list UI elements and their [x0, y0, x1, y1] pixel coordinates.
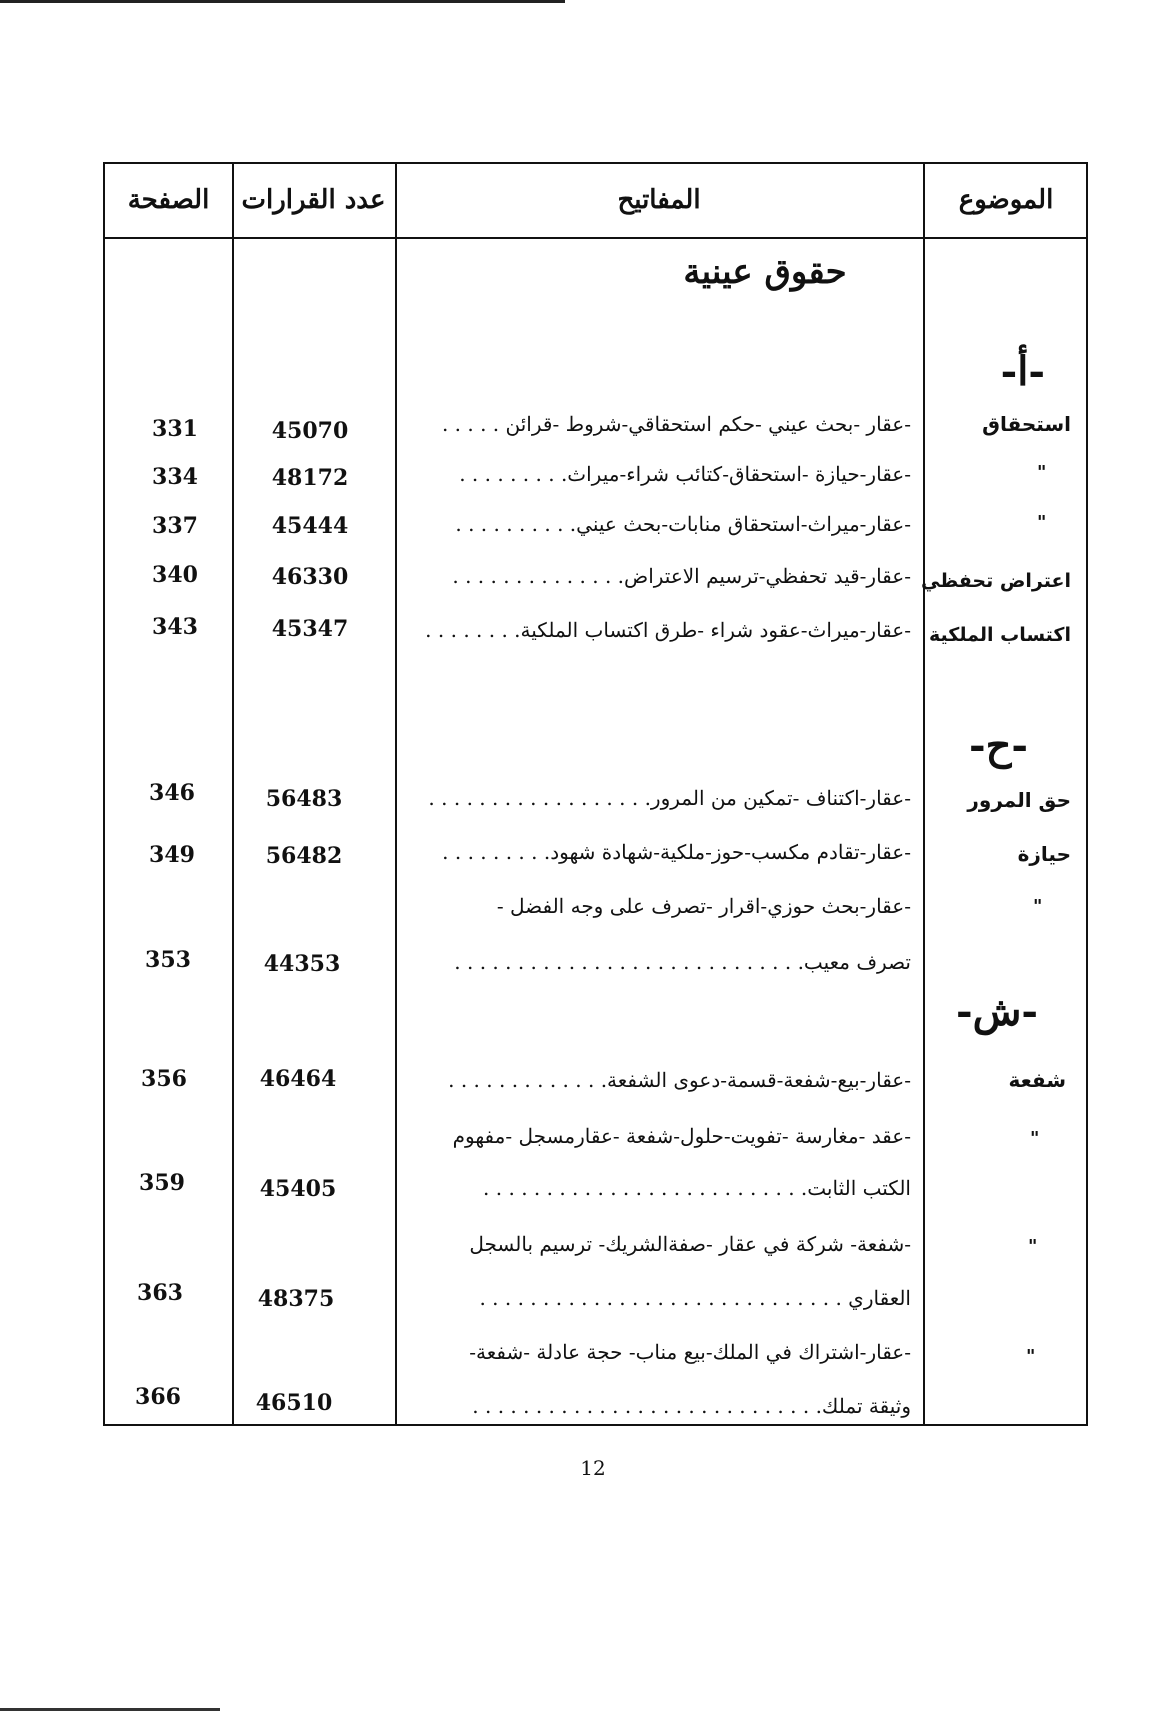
row-subject: استحقاق — [982, 412, 1071, 436]
row-keywords: -عقار -بحث عيني -حكم استحقاقي-شروط -قرائن . . . . . — [441, 412, 911, 436]
row-keywords: -عقار-قيد تحفظي-ترسيم الاعتراض. . . . . . . . . . . . . . — [452, 564, 911, 588]
row-decision-number: 46330 — [271, 564, 349, 590]
row-decision-number: 45347 — [271, 616, 349, 642]
row-subject-ditto: " — [1033, 896, 1043, 917]
row-keywords-line2: الكتب الثابت. . . . . . . . . . . . . . . . . . . . . . . . . . — [483, 1176, 911, 1200]
row-decision-number: 46464 — [259, 1066, 337, 1092]
row-decision-number: 56483 — [265, 786, 343, 812]
header-keywords: المفاتيح — [617, 184, 701, 215]
row-subject-ditto: " — [1037, 462, 1047, 483]
row-page-number: 331 — [152, 416, 198, 442]
section-letter-alif: -أ- — [1000, 348, 1045, 395]
row-decision-number: 45070 — [271, 418, 349, 444]
row-subject-ditto: " — [1028, 1236, 1038, 1257]
header-decision-count: عدد القرارات — [241, 184, 386, 215]
section-letter-shin: -ش- — [955, 988, 1038, 1035]
row-decision-number: 46510 — [255, 1390, 333, 1416]
row-page-number: 346 — [149, 780, 195, 806]
header-page: الصفحة — [127, 184, 210, 215]
row-subject-ditto: " — [1026, 1346, 1036, 1367]
row-decision-number: 45405 — [259, 1176, 337, 1202]
row-subject: حيازة — [1017, 842, 1071, 866]
row-subject-ditto: " — [1037, 512, 1047, 533]
row-subject: شفعة — [1008, 1068, 1066, 1092]
row-page-number: 363 — [137, 1280, 183, 1306]
row-keywords-line2: العقاري . . . . . . . . . . . . . . . . . . . . . . . . . . . . . — [479, 1286, 911, 1310]
row-keywords-line2: وثيقة تملك. . . . . . . . . . . . . . . . . . . . . . . . . . . . — [472, 1394, 911, 1418]
top-scan-edge — [0, 0, 565, 3]
row-decision-number: 45444 — [271, 513, 349, 539]
section-letter-ha: -ح- — [968, 722, 1028, 769]
row-page-number: 349 — [149, 842, 195, 868]
row-page-number: 356 — [141, 1066, 187, 1092]
row-keywords: -عقار-بيع-شفعة-قسمة-دعوى الشفعة. . . . . . . . . . . . . — [448, 1068, 911, 1092]
row-subject: اكتساب الملكية — [929, 624, 1071, 646]
row-page-number: 353 — [145, 947, 191, 973]
row-page-number: 343 — [152, 614, 198, 640]
row-keywords-line1: -عقار-اشتراك في الملك-بيع مناب- حجة عادلة -شفعة- — [469, 1340, 911, 1364]
row-decision-number: 56482 — [265, 843, 343, 869]
row-page-number: 340 — [152, 562, 198, 588]
header-subject: الموضوع — [958, 184, 1054, 215]
row-decision-number: 48375 — [257, 1286, 335, 1312]
row-keywords: -عقار-ميراث-استحقاق منابات-بحث عيني. . . . . . . . . . — [455, 512, 911, 536]
row-page-number: 366 — [135, 1384, 181, 1410]
bottom-scan-edge — [0, 1708, 220, 1711]
row-keywords: -عقار-اكتناف -تمكين من المرور. . . . . . . . . . . . . . . . . . — [428, 786, 911, 810]
header-divider — [105, 237, 1086, 239]
row-page-number: 337 — [152, 513, 198, 539]
row-keywords: -عقار-حيازة -استحقاق-كتائب شراء-ميراث. . . . . . . . . — [459, 462, 911, 486]
row-keywords: -عقار-تقادم مكسب-حوز-ملكية-شهادة شهود. . . . . . . . . — [442, 840, 911, 864]
row-page-number: 359 — [139, 1170, 185, 1196]
column-divider-count — [232, 164, 234, 1424]
row-decision-number: 48172 — [271, 465, 349, 491]
row-subject: اعتراض تحفظي — [921, 570, 1071, 592]
row-decision-number: 44353 — [263, 951, 341, 977]
row-keywords-line1: -عقد -مغارسة -تفويت-حلول-شفعة -عقارمسجل -مفهوم — [452, 1124, 911, 1148]
row-keywords-line1: -عقار-بحث حوزي-اقرار -تصرف على وجه الفضل - — [496, 894, 911, 918]
row-keywords: -عقار-ميراث-عقود شراء -طرق اكتساب الملكية. . . . . . . . — [425, 618, 911, 642]
row-keywords-line1: -شفعة- شركة في عقار -صفةالشريك- ترسيم بالسجل — [469, 1232, 911, 1256]
page-number: 12 — [580, 1456, 606, 1480]
row-page-number: 334 — [152, 464, 198, 490]
section-title: حقوق عينية — [683, 252, 847, 292]
row-keywords-line2: تصرف معيب. . . . . . . . . . . . . . . . . . . . . . . . . . . . — [454, 950, 911, 974]
row-subject: حق المرور — [967, 788, 1071, 812]
row-subject-ditto: " — [1030, 1128, 1040, 1149]
